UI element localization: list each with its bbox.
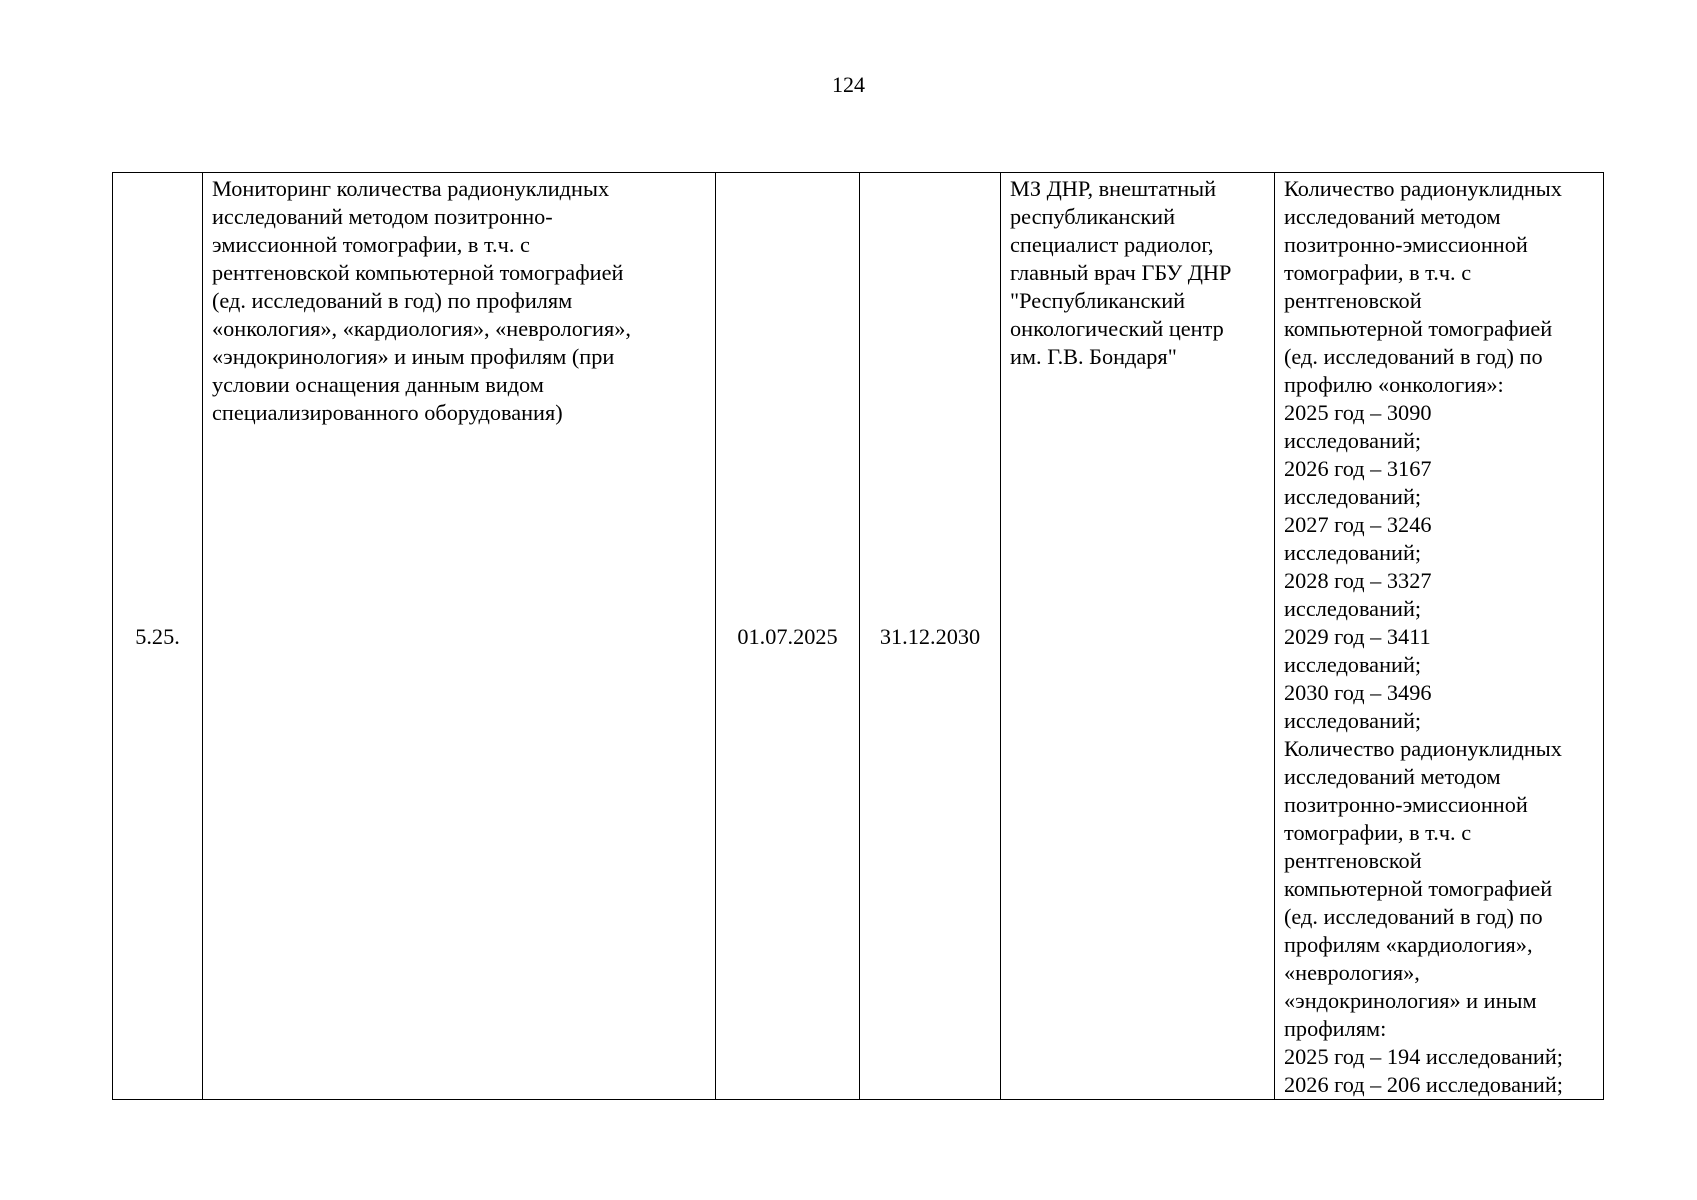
indicator-line: исследований; <box>1284 596 1422 621</box>
description-line: специализированного оборудования) <box>212 400 563 425</box>
indicator-line: 2026 год – 3167 <box>1284 456 1432 481</box>
indicator-line: исследований; <box>1284 484 1422 509</box>
indicator-line: 2030 год – 3496 <box>1284 680 1432 705</box>
responsible-line: им. Г.В. Бондаря" <box>1010 344 1177 369</box>
indicator-cell <box>1275 173 1604 1100</box>
indicator-line: (ед. исследований в год) по <box>1284 904 1543 929</box>
indicator-line: компьютерной томографией <box>1284 316 1553 341</box>
indicator-line: 2025 год – 3090 <box>1284 400 1432 425</box>
indicator-line: Количество радионуклидных <box>1284 176 1562 201</box>
description-line: исследований методом позитронно- <box>212 204 553 229</box>
indicator-line: рентгеновской <box>1284 848 1422 873</box>
responsible-line: республиканский <box>1010 204 1176 229</box>
responsible-line: специалист радиолог, <box>1010 232 1214 257</box>
indicator-line: профилям: <box>1284 1016 1387 1041</box>
indicator-line: (ед. исследований в год) по <box>1284 344 1543 369</box>
indicator-line: 2025 год – 194 исследований; <box>1284 1044 1563 1069</box>
description-line: условии оснащения данным видом <box>212 372 544 397</box>
indicator-line: исследований; <box>1284 652 1422 677</box>
indicator-line: «неврология», <box>1284 960 1420 985</box>
responsible-line: главный врач ГБУ ДНР <box>1010 260 1232 285</box>
table-row <box>113 173 1604 1100</box>
indicator-line: томографии, в т.ч. с <box>1284 820 1472 845</box>
indicator-line: рентгеновской <box>1284 288 1422 313</box>
start-date-cell: 01.07.2025 <box>716 173 860 1100</box>
measures-table <box>112 172 1604 1100</box>
indicator-line: исследований; <box>1284 428 1422 453</box>
description-cell <box>203 173 716 1100</box>
responsible-line: "Республиканский <box>1010 288 1186 313</box>
description-line: «эндокринология» и иным профилям (при <box>212 344 615 369</box>
responsible-cell <box>1001 173 1275 1100</box>
row-number-cell: 5.25. <box>113 173 203 1100</box>
indicator-line: профилю «онкология»: <box>1284 372 1504 397</box>
description-line: Мониторинг количества радионуклидных <box>212 176 610 201</box>
responsible-line: МЗ ДНР, внештатный <box>1010 176 1217 201</box>
indicator-line: «эндокринология» и иным <box>1284 988 1537 1013</box>
end-date-cell: 31.12.2030 <box>860 173 1001 1100</box>
indicator-line: Количество радионуклидных <box>1284 736 1562 761</box>
indicator-line: 2026 год – 206 исследований; <box>1284 1072 1563 1097</box>
description-line: рентгеновской компьютерной томографией <box>212 260 624 285</box>
page-number: 124 <box>832 72 865 97</box>
indicator-line: 2029 год – 3411 <box>1284 624 1431 649</box>
description-line: «онкология», «кардиология», «неврология», <box>212 316 631 341</box>
indicator-line: компьютерной томографией <box>1284 876 1553 901</box>
indicator-line: позитронно-эмиссионной <box>1284 232 1528 257</box>
indicator-line: позитронно-эмиссионной <box>1284 792 1528 817</box>
description-line: эмиссионной томографии, в т.ч. с <box>212 232 530 257</box>
indicator-line: профилям «кардиология», <box>1284 932 1533 957</box>
indicator-line: исследований методом <box>1284 204 1501 229</box>
responsible-line: онкологический центр <box>1010 316 1224 341</box>
indicator-line: исследований методом <box>1284 764 1501 789</box>
indicator-line: томографии, в т.ч. с <box>1284 260 1472 285</box>
indicator-line: 2028 год – 3327 <box>1284 568 1432 593</box>
indicator-line: исследований; <box>1284 540 1422 565</box>
description-line: (ед. исследований в год) по профилям <box>212 288 573 313</box>
indicator-line: исследований; <box>1284 708 1422 733</box>
indicator-line: 2027 год – 3246 <box>1284 512 1432 537</box>
